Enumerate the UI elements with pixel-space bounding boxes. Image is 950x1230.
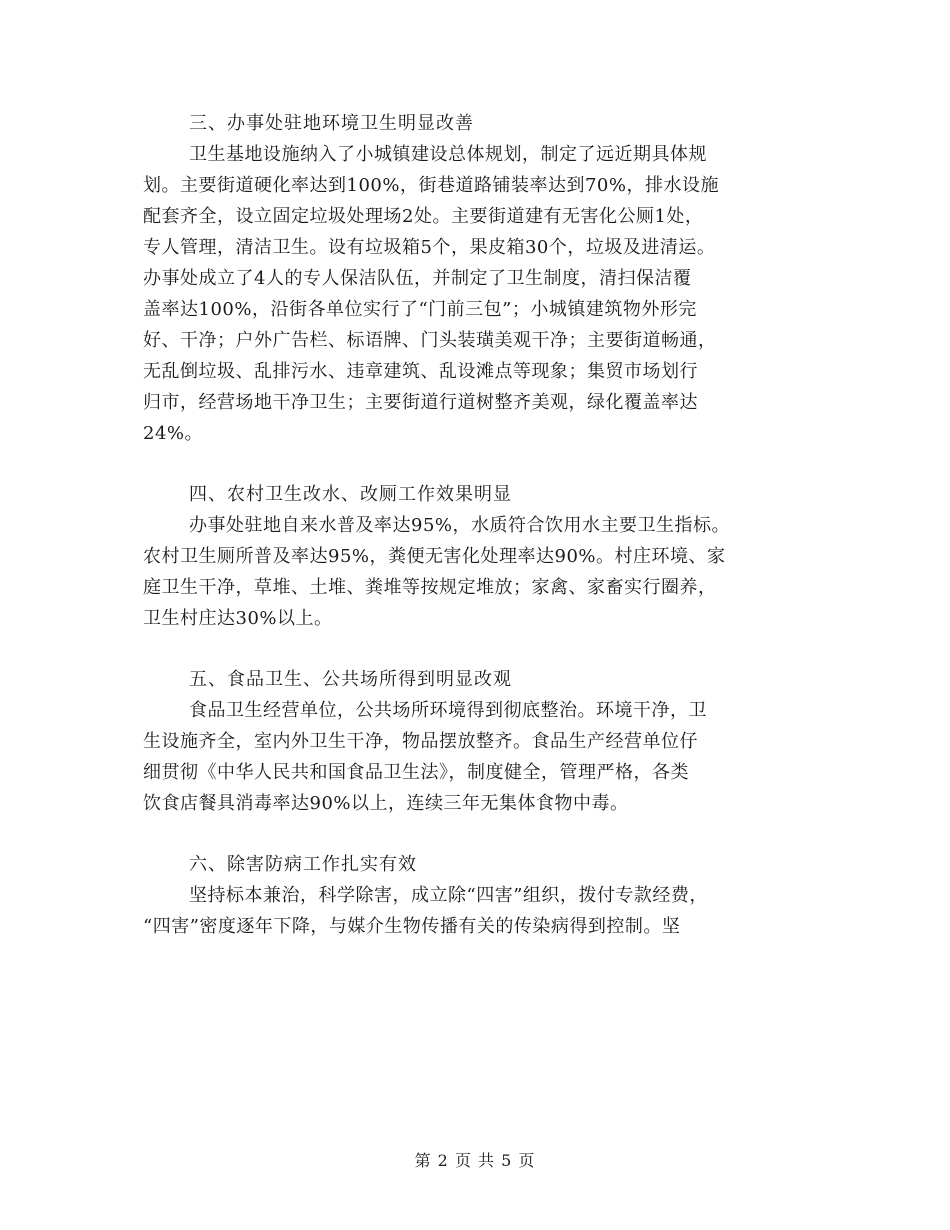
paragraph-line: 农村卫生厕所普及率达95%，粪便无害化处理率达90%。村庄环境、家 [143, 546, 726, 567]
paragraph-line: 24%。 [143, 423, 204, 444]
paragraph-line: 食品卫生经营单位，公共场所环境得到彻底整治。环境干净，卫 [189, 700, 707, 721]
section-paragraph [143, 880, 811, 942]
paragraph-line: 好、干净；户外广告栏、标语牌、门头装璜美观干净；主要街道畅通， [143, 330, 717, 351]
paragraph-line: 坚持标本兼治，科学除害，成立除“四害”组织，拨付专款经费， [189, 885, 708, 906]
paragraph-line: 无乱倒垃圾、乱排污水、违章建筑、乱设滩点等现象；集贸市场划行 [143, 361, 698, 382]
section-paragraph [143, 139, 811, 449]
section-4 [143, 479, 811, 634]
page-number-footer: 第 2 页 共 5 页 [414, 1151, 536, 1170]
document-body [143, 108, 811, 942]
section-5 [143, 664, 811, 819]
paragraph-line: 卫生村庄达30%以上。 [143, 608, 333, 629]
paragraph-line: “四害”密度逐年下降，与媒介生物传播有关的传染病得到控制。坚 [143, 916, 681, 937]
paragraph-line: 盖率达100%，沿街各单位实行了“门前三包”；小城镇建筑物外形完 [143, 299, 697, 320]
paragraph-line: 划。主要街道硬化率达到100%，街巷道路铺装率达到70%，排水设施 [143, 175, 719, 196]
section-paragraph [143, 510, 811, 634]
section-heading: 三、办事处驻地环境卫生明显改善 [189, 113, 474, 134]
section-3 [143, 108, 811, 449]
section-heading: 六、除害防病工作扎实有效 [189, 854, 417, 875]
paragraph-line: 卫生基地设施纳入了小城镇建设总体规划，制定了远近期具体规 [189, 144, 707, 165]
paragraph-line: 细贯彻《中华人民共和国食品卫生法》，制度健全，管理严格，各类 [143, 762, 689, 783]
paragraph-line: 饮食店餐具消毒率达90%以上，连续三年无集体食物中毒。 [143, 793, 629, 814]
paragraph-line: 专人管理，清洁卫生。设有垃圾箱5个，果皮箱30个，垃圾及进清运。 [143, 237, 716, 258]
section-heading: 五、食品卫生、公共场所得到明显改观 [189, 669, 512, 690]
paragraph-line: 办事处驻地自来水普及率达95%，水质符合饮用水主要卫生指标。 [189, 515, 731, 536]
paragraph-line: 办事处成立了4人的专人保洁队伍，并制定了卫生制度，清扫保洁覆 [143, 268, 692, 289]
paragraph-line: 归市，经营场地干净卫生；主要街道行道树整齐美观，绿化覆盖率达 [143, 392, 698, 413]
paragraph-line: 庭卫生干净，草堆、土堆、粪堆等按规定堆放；家禽、家畜实行圈养， [143, 577, 717, 598]
paragraph-line: 生设施齐全，室内外卫生干净，物品摆放整齐。食品生产经营单位仔 [143, 731, 698, 752]
section-paragraph [143, 695, 811, 819]
section-heading: 四、农村卫生改水、改厕工作效果明显 [189, 484, 512, 505]
paragraph-line: 配套齐全，设立固定垃圾处理场2处。主要街道建有无害化公厕1处， [143, 206, 704, 227]
section-6 [143, 849, 811, 942]
